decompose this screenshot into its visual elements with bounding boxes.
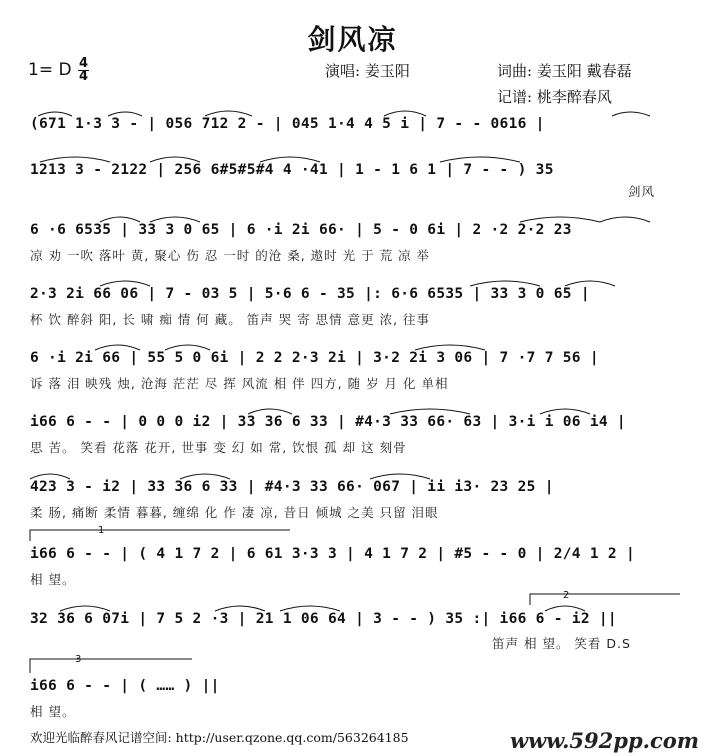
- score-line-4-lyrics: 杯 饮 醉斜 阳, 长 啸 痴 情 何 藏。 笛声 哭 寄 思情 意更 浓, 往事: [30, 312, 431, 327]
- score-line-9-lyrics: 笛声 相 望。 笑看 D.S: [492, 636, 631, 651]
- singer-credit: 演唱: 姜玉阳: [325, 62, 410, 80]
- slur-arc: [612, 112, 650, 116]
- score-line-10-notes: i66 6 - - | ( …… ) ||: [30, 678, 220, 694]
- score-line-8-notes: i66 6 - - | ( 4 1 7 2 | 6 61 3·3 3 | 4 1 7 2 | #5 - - 0 | 2/4 1 2 |: [30, 546, 635, 562]
- volta-bracket-1: [30, 530, 290, 541]
- time-signature-bottom: 4: [79, 69, 89, 84]
- score-line-5-notes: 6 ·i 2i 66 | 55 5 0 6i | 2 2 2·3 2i | 3·2 2i 3 06 | 7 ·7 7 56 |: [30, 350, 599, 366]
- site-watermark: www.592pp.com: [510, 728, 699, 753]
- slur-arc: [600, 217, 650, 222]
- volta-number-2: 2: [563, 590, 570, 601]
- song-title: 剑风凉: [307, 23, 398, 56]
- score-line-10-lyrics: 相 望。: [30, 704, 76, 719]
- composer-credit: 词曲: 姜玉阳 戴春磊: [497, 62, 632, 80]
- score-line-2-notes: 1213 3 - 2122 | 256 6#5#5#4 4 ·41 | 1 - 1 6 1 | 7 - - ) 35: [30, 162, 554, 178]
- footer-text: 欢迎光临醉春风记谱空间: http://user.qzone.qq.com/563264185: [30, 730, 409, 745]
- score-line-8-lyrics: 相 望。: [30, 572, 76, 587]
- score-line-7-lyrics: 柔 肠, 痛断 柔情 暮暮, 缠绵 化 作 凄 凉, 昔日 倾城 之美 只留 泪眼: [30, 505, 439, 520]
- score-line-4-notes: 2·3 2i 66 06 | 7 - 03 5 | 5·6 6 - 35 |: 6·6 6535 | 33 3 0 65 |: [30, 286, 590, 302]
- time-signature-top: 4: [79, 56, 89, 71]
- volta-number-3: 3: [75, 654, 82, 665]
- volta-number-1: 1: [98, 525, 105, 536]
- score-line-6-lyrics: 思 苦。 笑看 花落 花开, 世事 变 幻 如 常, 饮恨 孤 却 这 刻骨: [30, 440, 407, 455]
- score-line-7-notes: 423 3 - i2 | 33 36 6 33 | #4·3 33 66· 067 | ii i3· 23 25 |: [30, 479, 554, 495]
- score-line-3-lyrics: 凉 劝 一吹 落叶 黄, 聚心 伤 忍 一时 的沧 桑, 遨时 光 于 荒 凉 举: [30, 248, 431, 263]
- time-signature: [78, 58, 89, 83]
- key-signature: 1= D: [28, 60, 72, 80]
- score-line-5-lyrics: 诉 落 泪 映残 烛, 沧海 茫茫 尽 挥 风流 相 伴 四方, 随 岁 月 化 单相: [30, 376, 449, 391]
- transcriber-credit: 记谱: 桃李醉春风: [497, 88, 612, 106]
- volta-bracket-3: [30, 659, 192, 673]
- score-line-1-notes: (671 1·3 3 - | 056 712 2 - | 045 1·4 4 5 i | 7 - - 0616 |: [30, 116, 545, 132]
- score-line-2-lyrics: 剑风: [628, 184, 656, 199]
- score-line-6-notes: i66 6 - - | 0 0 0 i2 | 33 36 6 33 | #4·3 33 66· 63 | 3·i i 06 i4 |: [30, 414, 626, 430]
- volta-bracket-2: [530, 594, 680, 605]
- score-line-9-notes: 32 36 6 07i | 7 5 2 ·3 | 21 1 06 64 | 3 - - ) 35 :| i66 6 - i2 ||: [30, 611, 617, 627]
- score-line-3-notes: 6 ·6 6535 | 33 3 0 65 | 6 ·i 2i 66· | 5 - 0 6i | 2 ·2 2·2 23: [30, 222, 572, 238]
